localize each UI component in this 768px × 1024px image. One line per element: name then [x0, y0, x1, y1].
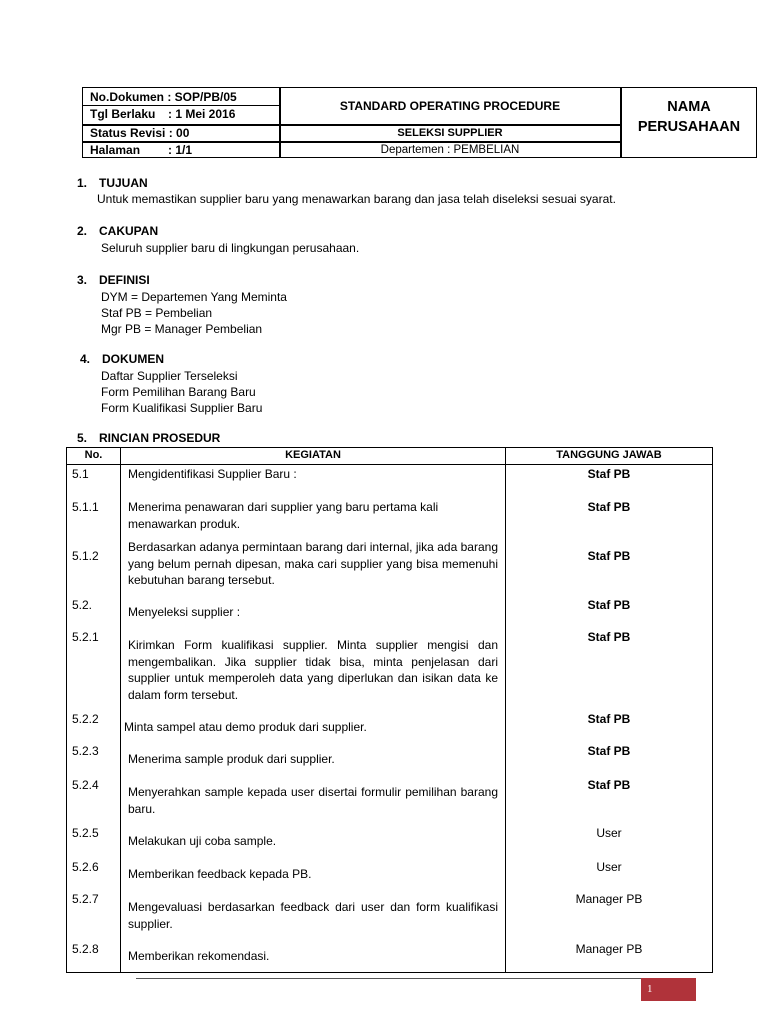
section-1-number: 1.	[77, 176, 88, 190]
footer-divider	[136, 978, 690, 979]
row-activity: Berdasarkan adanya permintaan barang dari internal, jika ada barang yang belum pernah dipesan, maka cari supplier yang bisa memenuhi kebutuhan barang tersebut.	[128, 540, 498, 587]
document-title: STANDARD OPERATING PROCEDURE	[339, 99, 561, 113]
document-line: Form Pemilihan Barang Baru	[101, 385, 256, 399]
row-activity: Memberikan feedback kepada PB.	[128, 867, 312, 881]
row-number: 5.2.3	[72, 744, 99, 758]
section-3-title: DEFINISI	[99, 273, 150, 287]
section-2-number: 2.	[77, 224, 88, 238]
effective-date-value: : 1 Mei 2016	[168, 107, 236, 121]
page-label: Halaman	[90, 143, 141, 157]
row-responsible: Staf PB	[587, 630, 631, 644]
section-4-number: 4.	[80, 352, 91, 366]
row-activity: Minta sampel atau demo produk dari supplier.	[124, 720, 367, 734]
row-activity: Memberikan rekomendasi.	[128, 949, 270, 963]
section-1-title: TUJUAN	[99, 176, 148, 190]
document-line: Form Kualifikasi Supplier Baru	[101, 401, 263, 415]
section-2-text: Seluruh supplier baru di lingkungan perusahaan.	[101, 241, 360, 255]
page-number-badge: 1	[641, 978, 696, 1001]
revision-status: Status Revisi : 00	[90, 126, 190, 140]
row-activity: Menerima sample produk dari supplier.	[128, 752, 335, 766]
row-responsible: Staf PB	[587, 778, 631, 792]
row-number: 5.2.5	[72, 826, 99, 840]
row-responsible: User	[596, 826, 622, 840]
section-3-number: 3.	[77, 273, 88, 287]
row-activity: Mengidentifikasi Supplier Baru :	[128, 467, 297, 481]
column-header-kegiatan: KEGIATAN	[285, 449, 341, 461]
row-activity: Menyerahkan sample kepada user disertai formulir pemilihan barang baru.	[128, 785, 498, 816]
row-number: 5.2.6	[72, 860, 99, 874]
page-value: : 1/1	[168, 143, 193, 157]
section-5-number: 5.	[77, 431, 88, 445]
row-activity: Melakukan uji coba sample.	[128, 834, 277, 848]
row-number: 5.1.1	[72, 500, 99, 514]
row-number: 5.2.	[72, 598, 93, 612]
row-responsible: Manager PB	[575, 942, 643, 956]
row-number: 5.1.2	[72, 549, 99, 563]
row-activity: Mengevaluasi berdasarkan feedback dari user dan form kualifikasi supplier.	[128, 900, 498, 931]
row-responsible: Staf PB	[587, 712, 631, 726]
row-number: 5.2.2	[72, 712, 99, 726]
section-5-title: RINCIAN PROSEDUR	[99, 431, 221, 445]
row-number: 5.1	[72, 467, 89, 481]
row-number: 5.2.8	[72, 942, 99, 956]
document-line: Daftar Supplier Terseleksi	[101, 369, 238, 383]
row-responsible: Staf PB	[587, 598, 631, 612]
row-activity: Menyeleksi supplier :	[128, 605, 241, 619]
row-number: 5.2.4	[72, 778, 99, 792]
column-header-no: No.	[84, 449, 103, 461]
definition-line: Staf PB = Pembelian	[101, 306, 213, 320]
row-activity: Menerima penawaran dari supplier yang baru pertama kali menawarkan produk.	[128, 500, 439, 531]
section-2-title: CAKUPAN	[99, 224, 159, 238]
row-responsible: Staf PB	[587, 549, 631, 563]
section-1-text: Untuk memastikan supplier baru yang menawarkan barang dan jasa telah diseleksi sesuai syarat.	[97, 192, 616, 206]
section-4-title: DOKUMEN	[102, 352, 164, 366]
row-responsible: Manager PB	[575, 892, 643, 906]
row-responsible: User	[596, 860, 622, 874]
column-header-tanggung-jawab: TANGGUNG JAWAB	[556, 449, 662, 461]
document-subtitle: SELEKSI SUPPLIER	[397, 127, 503, 139]
row-number: 5.2.7	[72, 892, 99, 906]
row-number: 5.2.1	[72, 630, 99, 644]
sop-header-table	[82, 87, 757, 158]
row-responsible: Staf PB	[587, 500, 631, 514]
doc-number: No.Dokumen : SOP/PB/05	[90, 90, 237, 104]
row-activity: Kirimkan Form kualifikasi supplier. Minta supplier mengisi dan mengembalikan. Jika supplier tidak bisa, minta penjelasan dari supplier untuk memperoleh data yang diperlukan dan isikan data ke dalam form tersebut.	[128, 638, 498, 702]
row-responsible: Staf PB	[587, 467, 631, 481]
effective-date-label: Tgl Berlaku	[90, 107, 156, 121]
department: Departemen : PEMBELIAN	[380, 144, 520, 156]
row-responsible: Staf PB	[587, 744, 631, 758]
company-name: NAMA PERUSAHAAN	[637, 99, 741, 135]
definition-line: DYM = Departemen Yang Meminta	[101, 290, 287, 304]
definition-line: Mgr PB = Manager Pembelian	[101, 322, 263, 336]
